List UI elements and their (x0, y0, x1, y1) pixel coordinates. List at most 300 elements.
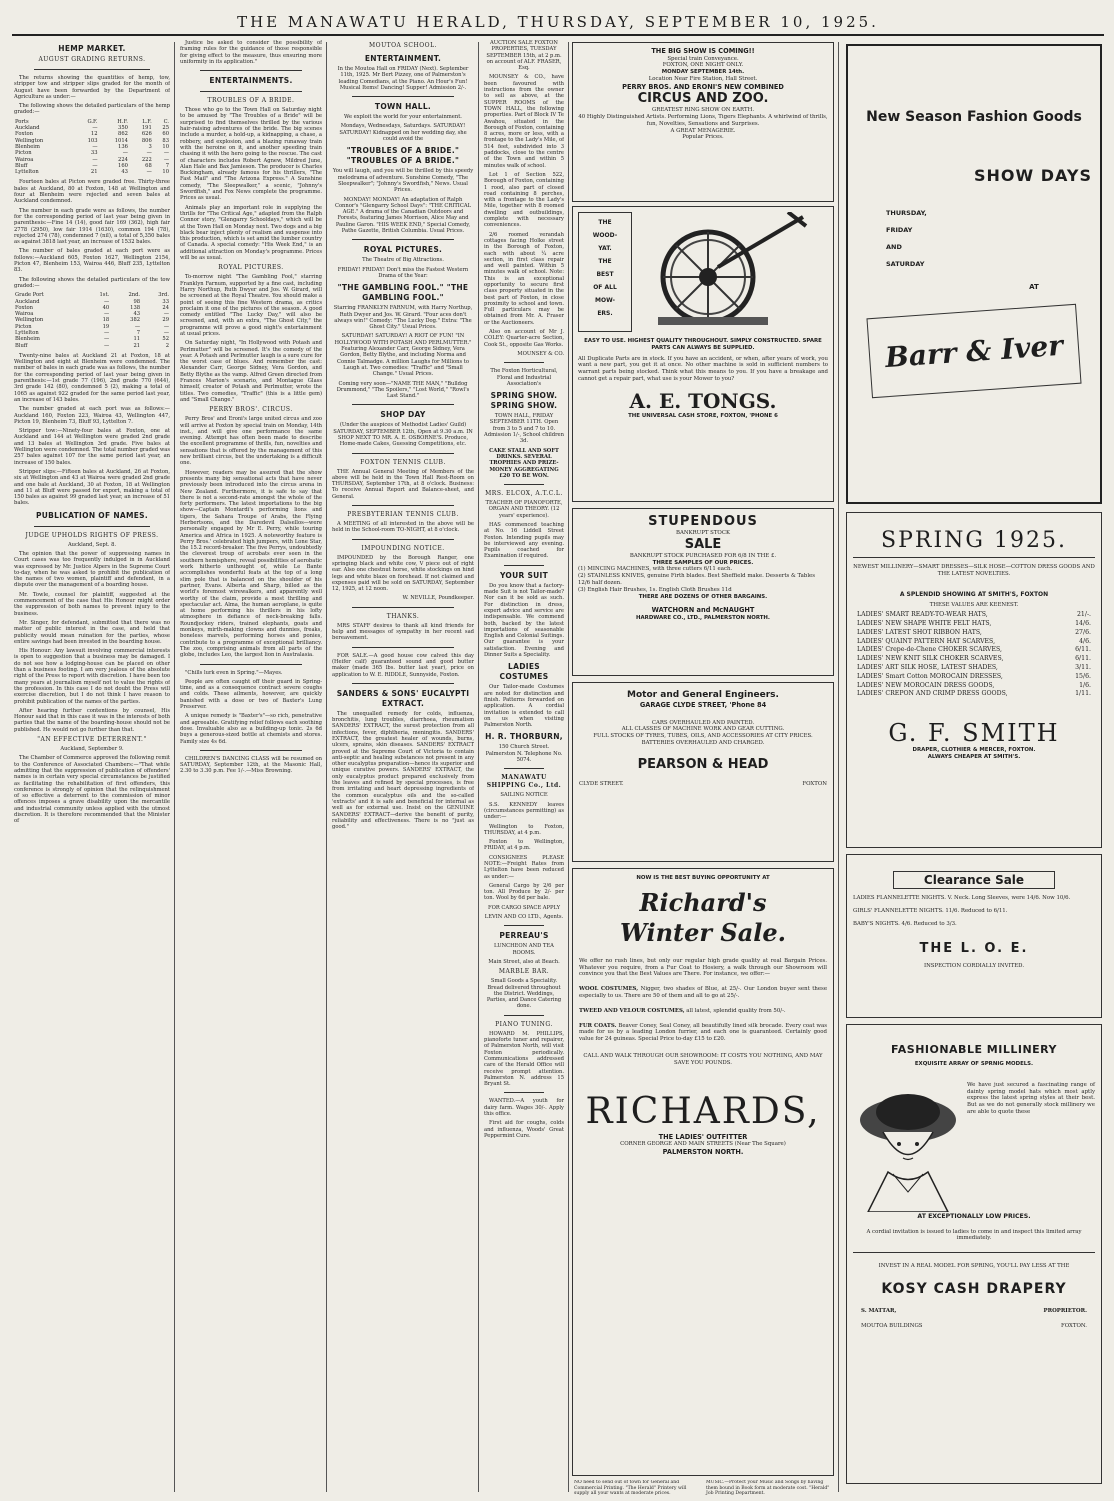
advert-line: INVEST IN A REAL MODEL FOR SPRING, YOU'LL PAY LESS AT THE (878, 1263, 1070, 1270)
classified-notice: FOR SALE.—A good house cow calved this day (Heifer calf) guaranteed sound and good butter maker (made 365 lbs. butter last year), price on application to W. E. RIDDLE, Sunnyside, Foxton. (332, 652, 474, 678)
circus-advert (572, 42, 834, 202)
advert-title: KOSY CASH DRAPERY (881, 1280, 1067, 1297)
table-header-cell: Grade Port (15, 292, 44, 299)
table-cell: Wellington (15, 137, 44, 144)
price-item-value: 27/6. (1075, 628, 1091, 636)
table-cell: 11 (133, 336, 141, 343)
notice-body: Small Goods a Speciality. Bread delivered throughout the District. Weddings, Parties, and Dance Catering done. (486, 978, 562, 1010)
notice-body: Starring FRANKLYN FARNUM, with Harry Northup, Ruth Dwyer and Jos. W. Girard. "Four aces don't always win!" Comedy: "The Lucky Dog." Extra: "The Ghost City." Usual Prices. (333, 305, 473, 331)
table-cell: 21 (133, 342, 141, 349)
table-cell: Auckland (15, 298, 40, 305)
article-paragraph: To-morrow night "The Gambling Fool," starring Franklyn Farnum, supported by a fine cast, including Harry Northup, Ruth Dwyer and Jos. W. Girard, will be screened at the Royal Theatre. You should make a point of seeing this fine Western drama, as critics proclaim it one of the pictures of the season. A good comedy entitled "The Lucky Day," will also be screened, and, with an extra, "The Ghost City," the programme will prove a good night's entertainment at usual prices. (180, 274, 322, 337)
table-cell: 10 (162, 143, 169, 150)
article-paragraph: The following shows the detailed particulars of the hemp graded:— (14, 103, 170, 116)
show-day: SATURDAY (886, 260, 925, 268)
divider (504, 565, 544, 566)
notice-title: SPRING SHOW. SPRING SHOW. (490, 391, 558, 411)
divider (504, 1015, 544, 1016)
price-item-value: 21/-. (1076, 611, 1091, 619)
advert-line: BANKRUPT STOCK (676, 530, 730, 536)
lawn-mower-illustration (638, 212, 808, 332)
table-cell: — (104, 329, 110, 336)
price-item-value: 1/6. (1079, 681, 1091, 689)
notice-body: The unequalled remedy for colds, influenza, bronchitis, lung troubles, diarrhoea, rheumatism SANDERS' EXTRACT, the surest protection from all infections, fever, diphtheria, meningitis. SANDERS' EXTRACT, the greatest healer of wounds, burns, ulcers, sprains, skin diseases. SANDERS' EXTRACT proved at the Supreme Court of Victoria to contain anti-septic and healing substances not present in any other eucalyptus preparation—hence its superior and unique curative powers. SANDERS' EXTRACT, the only eucalyptus product prepared exclusively from the leaves and refined by special processes, is free from irritating and heart depressing ingredients of the common eucalyptus oils and the so-called 'extracts' and it is safe and beneficial for internal as well as for external use. Insist on the GENUINE SANDERS' EXTRACT—derive the benefit of purity, reliability and effectiveness. There is no "just as good." (332, 710, 474, 831)
notice-heading: MOUTOA SCHOOL. (369, 42, 437, 49)
table-cell: 224 (118, 156, 128, 163)
article-subheadline: JUDGE UPHOLDS RIGHTS OF PRESS. (25, 531, 159, 539)
table-cell: 83 (162, 137, 169, 144)
table-cell: Foxton (15, 131, 33, 138)
notice-title: SHOP DAY (380, 410, 426, 420)
notice-title: ENTERTAINMENT. (364, 54, 442, 63)
table-cell: 191 (141, 125, 152, 132)
article-paragraph: People are often caught off their guard in Spring-time, and as a consequence contract severe coughs and colds. These ailments, however, are quickly banished with a dose or two of Baxter's Lung Preserver. (180, 678, 322, 711)
table-cell: — (104, 342, 110, 349)
table-cell: Auckland (15, 125, 40, 132)
table-cell: 3 (148, 143, 152, 150)
notice-title: LADIES COSTUMES (499, 662, 549, 682)
notice-body: We exploit the world for your entertainment. (344, 114, 462, 121)
mower-side-text (582, 216, 628, 320)
table-cell: Wairoa (15, 156, 34, 163)
show-day: THURSDAY, (886, 209, 927, 217)
advert-title: RICHARDS, (585, 1090, 821, 1132)
table-cell: 98 (133, 298, 141, 305)
advert-line: CLYDE STREET. (579, 780, 624, 787)
notice-body: CONSIGNEES PLEASE NOTE:—Freight Rates from Lyttelton have been reduced as under:— (484, 854, 564, 880)
advert-line: NOW IS THE BEST BUYING OPPORTUNITY AT (636, 875, 770, 881)
table-cell: Picton (15, 323, 32, 330)
notice-body: A MEETING of all interested in the above will be held in the School-room TO-NIGHT, at 8 o'clock. (332, 521, 474, 534)
advert-item-heading: FUR COATS. (579, 1022, 617, 1029)
notice-body: Do you know that a factory-made Suit is not Tailor-made? Nor can it be sold as such. For distinction in dress, expert advice and service are indispensable. We commend both, backed by the latest importations of seasonable English and Colonial Suitings. Our guarantee is your satisfaction. Evening and Dinner Suits a Speciality. (484, 582, 564, 659)
advert-line: THESE VALUES ARE KEENEST. (929, 602, 1019, 609)
notice-heading: PIANO TUNING. (495, 1020, 553, 1028)
price-list-item (857, 664, 1091, 673)
price-item-label: LADIES' NEW KNIT SILK CHOKER SCARVES, (857, 655, 1004, 663)
table-cell: 138 (130, 304, 141, 311)
advert-line: AT EXCEPTIONALLY LOW PRICES. (917, 1212, 1031, 1220)
article-dateline: Auckland, September 9. (60, 746, 124, 753)
price-item-label: LADIES' Smart Cotton MOROCAIN DRESSES, (857, 672, 1003, 680)
mower-side-line: THE (598, 258, 612, 265)
table-cell: 43 (121, 169, 128, 176)
mower-side-box (578, 212, 632, 332)
advert-line: GIRLS' FLANNELETTE NIGHTS. 11/6. Reduced to 6/11. (853, 907, 1008, 914)
table-header-cell: 2nd. (128, 292, 141, 299)
advert-body: We have just secured a fascinating range of dainty spring model hats which most aptly express the latest spring styles at their best. But as we do not generally stock millinery we are able to quote these (967, 1081, 1095, 1115)
article-headline: PUBLICATION OF NAMES. (35, 510, 149, 520)
notice-heading: PRESBYTERIAN TENNIS CLUB. (347, 511, 459, 519)
price-list-item (857, 638, 1091, 647)
table-cell: — (104, 336, 110, 343)
table-cell: 806 (141, 137, 152, 144)
advert-line: THE UNIVERSAL CASH STORE, FOXTON, 'PHONE 6 (628, 412, 778, 419)
advert-line: GARAGE CLYDE STREET, 'Phone 84 (639, 701, 767, 709)
advert-line: FULL STOCKS OF TYRES, TUBES, OILS, AND ACCESSORIES AT CITY PRICES. (593, 733, 813, 740)
price-item-label: LADIES' CREPON AND CRIMP DRESS GOODS, (857, 690, 1008, 698)
price-item-value: 15/6. (1075, 672, 1091, 680)
article-paragraph: Stripper tow:—Ninety-four bales at Foxton, one at Auckland and 144 at Wellington were graded 2nd grade and 13 bales at Wellington 3rd grade. Five bales at Wellington were condemned. The total number graded was 257 bales against 107 for the same period last year, an increase of 150 bales. (14, 428, 170, 466)
price-list-item (857, 682, 1091, 691)
column-1 (14, 40, 170, 1492)
classified-notice: CHILDREN'S DANCING CLASS will be resumed on SATURDAY, September 12th, at the Masonic Hall, 2.30 to 3.30 p.m. Fee 1/-.—Miss Browning. (180, 755, 322, 775)
notice-body: TEACHER OF PIANOFORTE, ORGAN AND THEORY. (12 years' experience). (485, 500, 563, 519)
table-header-cell: G.F. (87, 118, 98, 125)
notice-heading: MANAWATU SHIPPING Co., Ltd. (486, 774, 562, 790)
price-list-item (857, 655, 1091, 664)
article-headline: ENTERTAINMENTS. (209, 76, 293, 86)
divider (34, 526, 150, 527)
column-rule (326, 42, 327, 1492)
table-cell: — (163, 323, 169, 330)
divider (200, 70, 302, 71)
advert-line: LADIES FLANNELETTE NIGHTS. V. Neck. Long Sleeves, were 14/6. Now 10/6. (853, 895, 1071, 901)
bankrupt-sale-advert (572, 508, 834, 676)
notice-body: TOWN HALL, FRIDAY SEPTEMBER 11TH. Open from 3 to 5 and 7 to 10. Admission 1/-, School children 3d. (484, 413, 564, 445)
price-list-item (857, 690, 1091, 699)
divider (352, 453, 454, 454)
table-cell: — (146, 169, 152, 176)
advert-title: G. F. SMITH (888, 719, 1060, 748)
price-list-item (857, 673, 1091, 682)
advert-line: Special train Conveyance. (667, 55, 739, 62)
notice-signature: MOUNSEY & CO. (517, 350, 564, 357)
article-paragraph: The returns showing the quantities of hemp, tow, stripper tow and stripper slips graded for the month of August have been forwarded by the Department of Agriculture as under:— (14, 75, 170, 100)
hemp-table (14, 119, 170, 176)
column-rule (478, 42, 479, 1492)
price-item-value: 6/11. (1075, 655, 1091, 663)
table-cell: 626 (141, 131, 152, 138)
article-paragraph: The opinion that the power of suppressing names in Court cases was too frequently indulged in in Auckland was expressed by Mr. Justice Alpers in the Supreme Court to-day, when he was asked to prohibit the publication of the names of two women, plaintiff and defendant, in a dispute over the management of a boarding house. (14, 551, 170, 589)
advert-item-heading: WOOL COSTUMES, (579, 986, 639, 993)
article-subheadline: "AN EFFECTIVE DETERRENT." (37, 736, 147, 744)
printing-notice: NO need to send out of town for General and Commercial Printing. "The Herald" Printery will supply all your wants at moderate prices. (572, 1480, 702, 1498)
advert-line: 40 Highly Distinguished Artists. Performing Lions, Tigers Elephants. A whirlwind of thrills, fun, Novelties, Sensations and Surprises. (578, 113, 828, 127)
table-cell: 18 (102, 317, 110, 324)
advert-line: BABY'S NIGHTS. 4/6. Reduced to 3/3. (853, 920, 957, 927)
notice-body: MONDAY! MONDAY! An adaptation of Ralph Connor's "Glengarry School Days": "THE CRITICAL AGE." A drama of the Canadian Outdoors and Forests, featuring James Morrison, Alice May and Pauline Garon. "HIS WEEK END," Special Comedy, Pathe Gazette, British Columbia. Usual Prices. (334, 196, 472, 235)
table-cell: 19 (102, 323, 110, 330)
notice-body: Main Street, also at Beach. (488, 958, 560, 965)
table-cell: Picton (15, 150, 32, 157)
advert-line: BANKRUPT STOCK PURCHASED FOR 6/8 IN THE £. (629, 552, 777, 559)
table-cell: 7 (136, 329, 141, 336)
article-subheadline: PERRY BROS'. CIRCUS. (209, 406, 293, 414)
notice-body: (Under the auspices of Methodist Ladies' Guild) SATURDAY, SEPTEMBER 12th, Open at 9.30 a.m. IN SHOP NEXT TO MR. A. E. OSBORNE'S. Produce, Home-made Cakes, Guessing Competitions, etc. (333, 422, 473, 448)
column-rule (838, 42, 839, 1492)
table-cell: 25 (162, 125, 169, 132)
price-item-label: LADIES' QUAINT PATTERN HAT SCARVES, (857, 637, 996, 645)
article-paragraph: "Chills lurk even in Spring."—Mayes. (185, 669, 283, 676)
notice-body: The Theatre of Big Attractions. (362, 257, 444, 264)
table-cell: — (163, 150, 169, 157)
clearance-sale-advert (846, 854, 1102, 1018)
advert-title: Clearance Sale (893, 871, 1055, 889)
price-item-label: LADIES' NEW SHAPE WHITE FELT HATS, (857, 619, 992, 627)
article-headline: HEMP MARKET. (58, 44, 126, 53)
divider (352, 607, 454, 608)
price-item-value: 1/11. (1075, 690, 1091, 698)
table-cell: 33 (90, 150, 98, 157)
price-item-value: 3/11. (1075, 663, 1091, 671)
table-cell: 10 (162, 169, 169, 176)
notice-body: Wellington to Foxton, THURSDAY, at 4 p.m. (484, 823, 564, 836)
article-dateline: Auckland, Sept. 8. (67, 541, 117, 548)
article-paragraph: Justice be asked to consider the possibility of framing rules for the guidance of those responsible for giving effect to the measure, thus ensuring more uniformity in its application." (180, 40, 322, 65)
advert-item-heading: TWEED AND VELOUR COSTUMES, (579, 1007, 685, 1014)
notice-body: SATURDAY! SATURDAY! A RIOT OF FUN! "IN HOLLYWOOD WITH POTASH AND PERLMUTTER." Featuring Alexander Carr, George Sidney, Vera Gordon, Betty Blythe, and including Norma and Connie Talmadge. A million Laughs for Millions to Laugh at. Two comedies: "Traffic" and "Small Change." Usual Prices. (334, 333, 472, 378)
notice-body: SAILING NOTICE (500, 792, 548, 799)
article-paragraph: Mr. Towle, counsel for plaintiff, suggested at the commencement of the case that His Honour might order the suppression of both names to prevent injury to the business. (14, 591, 170, 617)
table-cell: Wairoa (15, 311, 34, 318)
advert-line: (3) English Hair Brushes, 1s. English Cloth Brushes 11d (578, 586, 732, 593)
advert-line: FOXTON (802, 780, 827, 787)
advert-line: PROPRIETOR. (1043, 1307, 1087, 1314)
article-subheadline: ROYAL PICTURES. (218, 264, 284, 272)
advert-line: NEWEST MILLINERY—SMART DRESSES—SILK HOSE—COTTON DRESS GOODS AND THE LATEST NOVELTIES. (853, 564, 1095, 577)
classified-notice: WANTED.—A youth for dairy farm. Wages 30/-. Apply this office. (484, 1098, 564, 1117)
article-paragraph: Those who go to the Town Hall on Saturday night to be amused by "The Troubles of a Bride" will be surprised to find themselves thrilled by the various hair-raising adventures of the bride. The big scenes include a murder, a hold-up, a kidnapping, a chase, a robbery, and explosion, and a blazing runaway train with the heroine on it, and another speeding train chasing it with the hero going to the rescue. The cast of characters includes Robert Agnew, Mildred June, Alan Hale and Bax Jamieson. The producer is Charles Buckingham, already famous for his thrillers, "The Fast Mail" and "The Arizona Express." A Sunshine comedy, "The Sleepwalker," a scenic, "Johnny's Swordfish," and Fox News complete the programme. Prices as usual. (180, 107, 322, 202)
table-cell: — (104, 311, 110, 318)
film-title: "THE GAMBLING FOOL." "THE GAMBLING FOOL." (337, 283, 469, 303)
notice-body: S.S. KENNEDY leaves (circumstances permitting) as under:— (484, 801, 564, 821)
mower-side-line: OF ALL (593, 284, 617, 291)
advert-line: CALL AND WALK THROUGH OUR SHOWROOM: IT COSTS YOU NOTHING, AND MAY SAVE YOU POUNDS. (583, 1052, 823, 1066)
table-header-cell: C. (163, 118, 169, 125)
divider (200, 664, 302, 665)
table-cell: Bluff (15, 342, 28, 349)
advert-line: CORNER GEORGE AND MAIN STREETS (Near The Square) (620, 1141, 786, 1148)
advert-line: BATTERIES OVERHAULED AND CHARGED. (641, 739, 765, 746)
advert-line: S. MATTAR, (861, 1307, 897, 1314)
table-row (14, 169, 170, 175)
notice-body: In the Moutoa Hall on FRIDAY (Next). September 11th, 1925. Mr Bert Pizzey, one of Palmerston's leading Comedians, at the Piano. An Hour's Fun! Musical Items! Dancing! Supper! Admission 2/-. (337, 66, 469, 91)
price-list (853, 611, 1095, 699)
advert-title: Richard's (639, 887, 767, 917)
notice-body: IMPOUNDED by the Borough Ranger, one springing black and white cow, V piece out of right ear. Also one chestnut horse, white stockings on hind legs and white blaze on forehead. If not claimed and expenses paid will be sold on SATURDAY, September 12, 1925, at 12 noon. (332, 554, 474, 593)
motor-engineers-advert (572, 682, 834, 862)
table-cell: — (163, 311, 169, 318)
notice-body: LUNCHEON AND TEA ROOMS. (494, 943, 554, 956)
notice-body: 150 Church Street. Palmerston N. Telephone No. 5074. (485, 744, 563, 764)
divider (200, 91, 302, 92)
table-cell: — (92, 143, 98, 150)
divider (504, 484, 544, 485)
table-cell: 52 (162, 336, 169, 343)
advert-line: THE LADIES' OUTFITTER (658, 1132, 748, 1141)
notice-body: Our Tailor-made Costumes are noted for distinction and finish. Patterns forwarded on application. A cordial invitation is extended to call on us when visiting Palmerston North. (484, 684, 564, 729)
article-paragraph: The following shows the detailed particulars of the tow graded:— (14, 276, 170, 289)
table-cell: 40 (102, 304, 110, 311)
tow-table (14, 292, 170, 349)
mower-side-line: THE (598, 219, 612, 226)
notice-body: HOWARD M. PHILLIPS, pianoforte tuner and repairer, of Palmerston North, will visit Foxton periodically. Communications addressed care of the Herald Office will receive prompt attention. Palmerston N. address 15 Bryant St. (484, 1030, 564, 1088)
table-cell: Lyttelton (15, 329, 39, 336)
divider (352, 404, 454, 405)
price-item-label: LADIES' ART SILK HOSE, LATEST SHADES, (857, 663, 998, 671)
price-item-value: 4/6. (1079, 637, 1091, 645)
notice-heading: THANKS. (386, 612, 420, 620)
table-cell: 43 (133, 311, 141, 318)
advert-body: all latest, splendid quality from 50/-. (686, 1007, 786, 1014)
divider (352, 239, 454, 240)
article-subheadline: AUGUST GRADING RETURNS. (38, 56, 146, 63)
table-cell: 7 (165, 162, 169, 169)
article-subheadline: TROUBLES OF A BRIDE. (207, 97, 295, 105)
notice-title: SANDERS & SONS' EUCALYPTI EXTRACT. (336, 688, 470, 708)
film-title: "TROUBLES OF A BRIDE." "TROUBLES OF A BRIDE." (346, 146, 460, 166)
advert-line: Popular Prices. (682, 134, 724, 141)
table-cell: 222 (141, 156, 152, 163)
advert-line: FOXTON, ONE NIGHT ONLY. (662, 62, 744, 69)
article-paragraph: His Honour: Any lawsuit involving commercial interests is open to suggestion that a business may be damaged. I do not see how a lodging-house can be placed on other than a business footing. I am very jealous of the absolute right of the Press to report with discretion. I have been too many years at journalism myself not to value the rights of the profession. In this case I do not doubt the Press will exercise discretion, but I do not think I have reason to prohibit publication of the names of the parties. (14, 648, 170, 705)
notice-body: THE Annual General Meeting of Members of the above will be held in the Town Hall Rest-Room on THURSDAY, September 17th, at 8 o'clock. Business: To receive Annual Report and Balance-sheet, and General. (332, 468, 474, 500)
notice-body: Mondays, Wednesdays, Saturdays. SATURDAY! SATURDAY! Kidnapped on her wedding day, she could avoid the (339, 123, 467, 143)
column-3 (332, 40, 474, 1492)
table-cell: 1014 (114, 137, 128, 144)
article-paragraph: Fourteen bales at Picton were graded free. Thirty-three bales at Auckland, 80 at Foxton, 148 at Wellington and four at Blenheim were rejected and seven bales at Auckland condemned. (14, 179, 170, 205)
table-cell: 24 (162, 304, 169, 311)
advert-title: SALE (684, 536, 722, 552)
advert-line: EASY TO USE. HIGHEST QUALITY THROUGHOUT. SIMPLY CONSTRUCTED. SPARE PARTS CAN ALWAYS BE SUPPLIED. (584, 338, 822, 351)
notice-body: 2/6 roomed verandah cottages facing Holke street in the Borough of Foxton, each with about ¼ acre section, in first class repair and well painted. Within 5 minutes walk of school. Note: This is an exceptional opportunity to secure first class property situated in the best part of Foxton, in close proximity to school and town. Full particulars may be obtained from Mr. A. Fraser or the Auctioneers. (484, 231, 564, 326)
table-cell: Lyttelton (15, 169, 39, 176)
advert-body: Beaver Coney, Seal Coney, all beautifully lined silk brocade. Every coat was made for us by a leading London furrier, and each one is guaranteed. Certainly good value for 24 guineas. Special Price to-day £15 to £20. (579, 1022, 827, 1043)
table-cell: Wellington (15, 317, 44, 324)
table-cell: — (104, 298, 110, 305)
notice-body: Also on account of Mr J. COLEY: Quarter-acre Section, Cook St., opposite Gas Works. (484, 329, 564, 348)
advert-line: HARDWARE CO., LTD., PALMERSTON NORTH. (636, 614, 770, 621)
article-paragraph: Animals play an important role in supplying the thrills for "The Critical Age," adapted from the Ralph Connor story, "Glengarry Schooldays," which will be at the Town Hall on Monday next. Two dogs and a big black bear inject plenty of realism and suspense into this production, which is set amid the lumber country of Canada. A special comedy: "His Week End," is an additional attraction on Monday's programme. Prices will be as usual. (180, 204, 322, 262)
advert-title: WATCHORN and McNAUGHT (651, 606, 755, 615)
notice-heading: IMPOUNDING NOTICE. (361, 544, 445, 552)
advert-line: A SPLENDID SHOWING AT SMITH'S, FOXTON (899, 590, 1049, 598)
table-cell: 136 (118, 143, 128, 150)
table-cell: — (163, 329, 169, 336)
article-paragraph: Twenty-nine bales at Auckland 21 at Foxton, 18 at Wellington and eight at Blenheim were condemned. The number of bales in each grade was as follows, the number for the corresponding period of last year being given in parenthesis:—1st grade 77 (196), 2nd grade 770 (644), 3rd grade 142 (80), condemned 5 (2), making a total of 1065 as against 922 graded for the same period last year, an increase of 143 bales. (14, 352, 170, 403)
article-paragraph: A unique remedy is "Baxter's"—so rich, penetrative and agreeable. Gratifying relief follows each soothing dose. Invaluable also as a building-up tonic. 2s 6d buys a generous-sized bottle at chemists and stores. Family size 4s 6d. (180, 713, 322, 745)
richards-winter-sale-advert (572, 868, 834, 1476)
mower-side-line: MOW- (595, 297, 615, 304)
table-cell: Bluff (15, 162, 28, 169)
advert-line: ALL CLASSES OF MACHINE WORK AND GEAR CUTTING. (621, 726, 785, 733)
advert-line: EXQUISITE ARRAY OF SPRNIG MODELS. (914, 1061, 1034, 1067)
advert-title: CIRCUS AND ZOO. (637, 91, 769, 107)
price-list-item (857, 620, 1091, 629)
article-paragraph: On Saturday night, "In Hollywood with Potash and Perlmutter" will be screened. It's the comedy of the year. A Potash and Perlmutter laugh is a sure cure for the worst case of blues. And remember the cast: Alexander Carr, George Sidney, Vera Gordon, and Betty Blythe as the vamp. Alfred Green directed from Frances Marion's scenario, and Montague Glass himself, creator of Potash and Perlmutter, wrote the titles. Two comedies, "Traffic" (this is a little gem) and "Small Change." (180, 340, 322, 403)
article-paragraph: The number in each grade were as follows, the number for the corresponding period of last year being given in parenthesis:—Fine 14 (14), good fair 169 (362), high fair 2778 (2950), low fair 1914 (1630), common 194 (78), rejected 274 (78), condemned 7 (nil), a total of 5,350 bales as against 3818 last year, an increase of 1532 bales. (14, 207, 170, 246)
notice-signature: W. NEVILLE, Poundkeeper. (402, 595, 474, 602)
advert-title: STUPENDOUS (648, 514, 758, 529)
table-cell: — (146, 150, 152, 157)
advert-title: FASHIONABLE MILLINERY (891, 1043, 1057, 1056)
advert-line: (2) STAINLESS KNIVES, genuine Firth blades. Best Sheffield make. Desserts & Tables 12/6 half dozen. (578, 573, 816, 586)
table-header-cell: Ports (15, 118, 29, 125)
advert-body: Nigger, two shades of Blue, at 25/-. Our London buyer sent these especially to us. There are 50 of them and all to go at 25/-. (579, 986, 828, 999)
divider (504, 925, 544, 926)
notice-body: Lot 1 of Section 522, Borough of Foxton, containing 1 rood, also part of closed road containing 8 perches, with a frontage to the Lady's Mile, together with 8 roomed dwelling and outbuildings, complete with necessary conveniences. (484, 171, 564, 229)
divider (504, 1092, 544, 1093)
notice-body: General Cargo by 2/6 per ton. All Produce by 2/- per ton. Wool by 6d per bale. (484, 882, 564, 902)
price-list-item (857, 629, 1091, 638)
barr-iver-logo (866, 304, 1081, 398)
table-header-cell: 1st. (99, 292, 110, 299)
article-paragraph: The number of bales graded at each port were as follows:—Auckland 605, Foxton 1627, Wellington 2154, Picton 47, Blenheim 153, Wairoa 446, Bluff 235, Lyttelton 83. (14, 248, 170, 274)
advert-line: THE BIG SHOW IS COMING!! (651, 47, 755, 55)
notice-body: FOR CARGO SPACE APPLY (487, 904, 561, 911)
advert-line: THREE SAMPLES OF OUR PRICES. (652, 559, 754, 566)
advert-title: THE L. O. E. (919, 941, 1029, 957)
article-paragraph: The Chamber of Commerce approved the following remit to the Conference of Associated Chambers:—"That while admitting that the suppression of publication of offenders' names is in certain very special circumstances be justified as facilitating the rehabilitation of first offenders, this conference is strongly of opinion that the relinquishment of so effective a deterrent to the commission of minor offences imposes a grave disability upon the mercantile and industrial community unless applied with the utmost discretion. It is therefore recommended that the Minister of (14, 755, 170, 825)
advert-line: INSPECTION CORDIALLY INVITED. (923, 963, 1025, 970)
masthead: THE MANAWATU HERALD, THURSDAY, SEPTEMBER 10, 1925. (12, 10, 1104, 36)
table-cell: 12 (90, 131, 98, 138)
advert-title: A. E. TONGS. (629, 388, 777, 413)
price-item-label: LADIES' NEW MOROCAIN DRESS GOODS, (857, 681, 995, 689)
notice-title: ROYAL PICTURES. (363, 245, 443, 255)
advert-line: Location Near Fire Station, Hall Street. (648, 75, 758, 82)
price-item-label: LADIES' Crepe-de-Chene CHOKER SCARVES, (857, 646, 1002, 654)
advert-line: ALWAYS CHEAPER AT SMITH'S. (927, 753, 1021, 760)
table-cell: — (122, 150, 128, 157)
notice-body: Coming very soon—"NAME THE MAN," "Bulldog Drummond," "The Spoilers," "Lost World," "Rowl's Last Stand." (336, 380, 470, 400)
article-paragraph: Mr. Singer, for defendant, submitted that there was no matter of public interest in the case, and held that publicity would mean ruination for the parties, whose entire savings had been invested in the boarding house. (14, 619, 170, 645)
article-paragraph: However, readers may be assured that the show presents many big sensational acts that have never previously been introduced into the circus arena in New Zealand. Furthermore, it is safe to say that there is not a second-rate amongst the whole of the forty performers. The latest importations to the big show—Captain Montardi's performing lions and tigers, the Sahara Troupe of Arabs, the Flying Herbertsons, and the Daredevil Dalsellos—were personally engaged by Mr E. Perry, while touring America and Africa in 1925. A noteworthy feature is Perry Bros.' celebrated high jumpers, with Lone Star, the 15.2 record-breaker. The five Perrys, undoubtedly the cleverest troup of acrobats ever seen in the southern hemisphere, reveal possibilities of aerobatic work hitherto unthought of, while Le Bante accomplishes wonderful feats at the top of a long slim pole that is balanced on the shoulder of his partner, Evans. Alberta and Sharp, billed as the world's foremost wirewalkers, and apparently well worthy of the claim, provide a most thrilling and spectacular act. Alma, the human aeroplane, is quite at home performing his thrillers in his lofty atmosphere in defiance of neck-breaking falls. Roundjockey riders, trained elephants, goats and monkeys, mirth-making clowns and dunnies, freaks, boneless marvels, performing horses and ponies, contribute to a programme of exceptional brilliancy. The zoo, comprising animals from all parts of the globe, includes Leo, the largest lion in Australasia. (180, 469, 322, 659)
table-cell: Blenheim (15, 143, 40, 150)
price-item-label: LADIES' SMART READY-TO-WEAR HATS, (857, 611, 988, 619)
advert-title: Motor and General Engineers. (627, 690, 779, 700)
column-2 (180, 40, 322, 1492)
table-cell: — (163, 156, 169, 163)
price-item-value: 6/11. (1075, 646, 1091, 654)
hat-lady-illustration (853, 1082, 963, 1212)
advert-line: PALMERSTON NORTH. (662, 1147, 744, 1156)
notice-title: TOWN HALL. (374, 102, 432, 112)
advert-line: PERRY BROS. AND ERONI'S NEW COMBINED (622, 82, 784, 91)
kosy-millinery-advert (846, 1024, 1102, 1484)
notice-body: MRS STAFF desires to thank all kind friends for help and messages of sympathy in her recent sad bereavement. (332, 622, 474, 642)
table-cell: 33 (162, 298, 169, 305)
table-cell: Foxton (15, 304, 33, 311)
notice-body: You will laugh, and you will be thrilled by this speedy melodrama of adventure. Sunshine Comedy, "The Sleepwalker"; "Johnny's Swordfish," News. Usual Prices. (332, 168, 474, 194)
price-list-item (857, 646, 1091, 655)
table-cell: — (92, 156, 98, 163)
advert-body: All Duplicate Parts are in stock. If you have an accident, or when, after years of work, you want a new part, you get it at once. No other machine is sold in sufficient numbers to warrant parts being stocked. Think what this means to you. If you have a breakage and cannot get a repair part, what use is your Mower to you? (578, 355, 828, 382)
notice-heading: AUCTION SALE FOXTON PROPERTIES, TUESDAY SEPTEMBER 15th, at 2 p.m. on account of ALF. FRASER, Esq. (486, 40, 562, 72)
advert-line: AT (1029, 283, 1039, 291)
divider (34, 69, 150, 70)
advert-title: PEARSON & HEAD (637, 756, 769, 772)
table-cell: 21 (90, 169, 98, 176)
advert-line: MOUTOA BUILDINGS (861, 1322, 923, 1329)
classified-notice: First aid for coughs, colds and influenza, Woods' Great Peppermint Cure. (484, 1120, 564, 1139)
divider (352, 683, 454, 684)
show-days-list (886, 205, 1092, 273)
notice-body: LEVIN AND CO LTD., Agents. (484, 914, 564, 921)
divider (504, 768, 544, 769)
notice-heading: FOXTON TENNIS CLUB. (360, 458, 446, 466)
mower-side-line: BEST (596, 271, 614, 278)
notice-body: CAKE STALL AND SOFT DRINKS. SEVERAL TROPHIES AND PRIZE-MONEY AGGREGATING £20 TO BE WON. (489, 447, 559, 479)
notice-heading: MRS. ELCOX, A.T.C.L. (485, 490, 563, 498)
table-cell: — (92, 162, 98, 169)
article-paragraph: The number graded at each port was as follows:—Auckland 160, Foxton 223, Wairoa 43, Wellington 447, Picton 19, Blenheim 73, Bluff 93, Lyttelton 7. (14, 406, 170, 425)
table-cell: 2 (165, 342, 169, 349)
table-cell: — (92, 125, 98, 132)
table-cell: 382 (130, 317, 141, 324)
advert-title: New Season Fashion Goods (866, 109, 1082, 125)
